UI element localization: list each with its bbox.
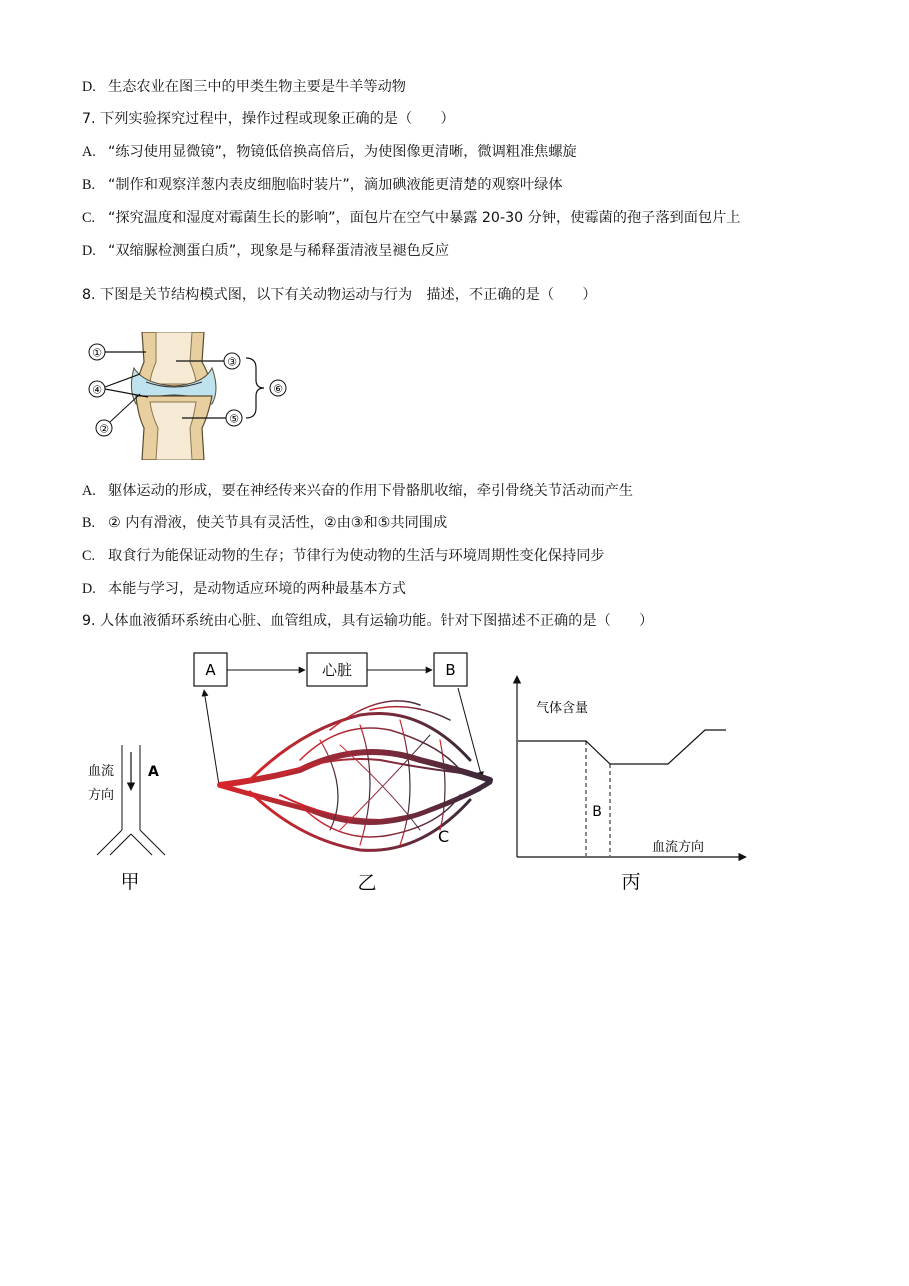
option-letter: D. — [82, 581, 96, 597]
option-text: 生态农业在图三中的甲类生物主要是牛羊等动物 — [108, 79, 406, 95]
option-text: 躯体运动的形成，要在神经传来兴奋的作用下骨骼肌收缩，牵引骨绕关节活动而产生 — [108, 483, 633, 499]
bing-gas-curve — [518, 730, 726, 764]
q8-option-a — [82, 481, 633, 501]
bing-ylabel: 气体含量 — [536, 701, 589, 716]
q8-stem: 8. 下图是关节结构模式图，以下有关动物运动与行为 描述，不正确的是（ ） — [82, 287, 597, 303]
jia-label-line1: 血流 — [88, 764, 115, 779]
option-text: 本能与学习，是动物适应环境的两种最基本方式 — [108, 581, 406, 597]
option-letter: B. — [82, 177, 96, 193]
box-b-label: B — [445, 661, 456, 679]
option-letter: A. — [82, 483, 96, 499]
bing-segment-label: B — [592, 804, 602, 820]
capillary-network — [220, 701, 490, 851]
label-3: ③ — [227, 355, 237, 369]
label-2: ② — [99, 422, 109, 436]
label-1: ① — [92, 346, 102, 360]
option-text: ② 内有滑液，使关节具有灵活性，②由③和⑤共同围成 — [108, 515, 448, 531]
yi-label-c: C — [438, 827, 450, 846]
q7-option-b — [82, 175, 563, 195]
q6-option-d — [82, 77, 406, 97]
q7-option-a — [82, 142, 577, 162]
option-letter: B. — [82, 515, 96, 531]
jia-caption: 甲 — [120, 871, 140, 893]
box-heart-label: 心脏 — [321, 661, 353, 679]
label-4: ④ — [92, 383, 102, 397]
option-letter: C. — [82, 548, 96, 564]
option-letter: D. — [82, 243, 96, 259]
jia-label-line2: 方向 — [88, 788, 115, 803]
q8-option-b — [82, 513, 447, 533]
q7-option-c — [82, 208, 740, 228]
q7-option-d — [82, 241, 449, 261]
joint-structure-figure — [84, 332, 294, 460]
q7-stem: 7. 下列实验探究过程中，操作过程或现象正确的是（ ） — [82, 111, 455, 127]
upper-bone-inner — [150, 332, 196, 384]
option-text: 取食行为能保证动物的生存；节律行为使动物的生活与环境周期性变化保持同步 — [108, 548, 605, 564]
circulation-figure — [0, 640, 909, 900]
option-letter: A. — [82, 144, 96, 160]
bing-caption: 丙 — [621, 871, 641, 893]
jia-arrow-label: A — [148, 764, 159, 780]
q8-option-d — [82, 579, 406, 599]
option-letter: C. — [82, 210, 96, 226]
option-letter: D. — [82, 79, 96, 95]
bing-xlabel: 血流方向 — [652, 840, 705, 855]
option-text: “探究温度和湿度对霉菌生长的影响”，面包片在空气中暴露 20-30 分钟，使霉菌的孢子落到面包片上 — [108, 210, 741, 226]
q8-option-c — [82, 546, 605, 566]
label-6: ⑥ — [273, 382, 283, 396]
box-a-label: A — [205, 661, 216, 679]
brace — [246, 358, 264, 418]
option-text: “练习使用显微镜”，物镜低倍换高倍后，为使图像更清晰，微调粗准焦螺旋 — [108, 144, 577, 160]
yi-caption: 乙 — [357, 872, 377, 894]
option-text: “双缩脲检测蛋白质”，现象是与稀释蛋清液呈褪色反应 — [108, 243, 450, 259]
label-5: ⑤ — [229, 412, 239, 426]
q9-stem: 9. 人体血液循环系统由心脏、血管组成，具有运输功能。针对下图描述不正确的是（ ） — [82, 613, 654, 629]
option-text: “制作和观察洋葱内表皮细胞临时装片”，滴加碘液能更清楚的观察叶绿体 — [108, 177, 563, 193]
